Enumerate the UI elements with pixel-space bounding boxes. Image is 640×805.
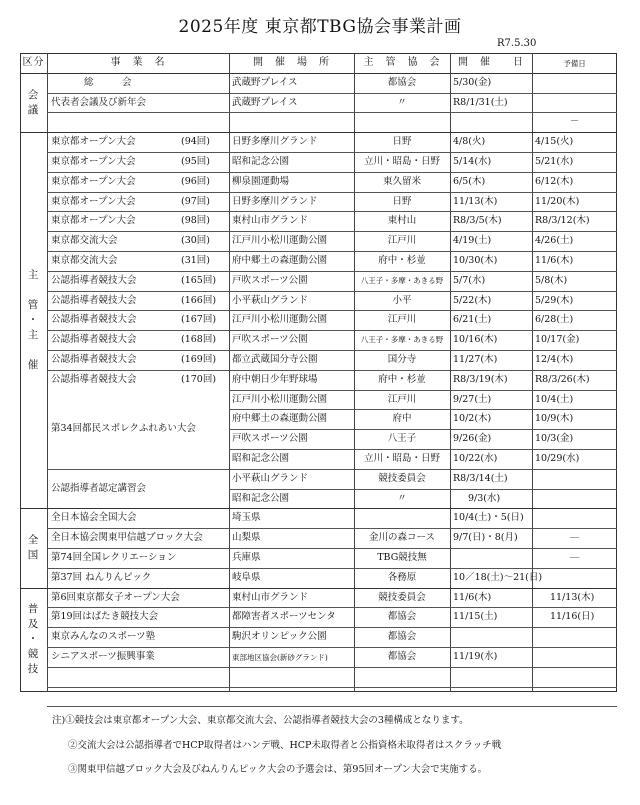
row-divider bbox=[47, 251, 617, 252]
host-org: 都協会 bbox=[387, 631, 417, 643]
event-name: 東京都オープン大会 bbox=[51, 215, 136, 227]
event-date: 11/13(木) bbox=[453, 195, 498, 207]
section-label: 主 管 ・ 主 催 bbox=[27, 268, 39, 371]
host-org: 府中 bbox=[392, 413, 412, 425]
venue: 昭和記念公園 bbox=[232, 156, 290, 167]
row-divider bbox=[20, 73, 617, 74]
event-count: (170回) bbox=[181, 373, 217, 385]
host-org: 八王子 bbox=[387, 433, 417, 445]
event-count: (94回) bbox=[181, 136, 211, 148]
row-divider bbox=[47, 568, 617, 569]
event-count: (167回) bbox=[181, 314, 217, 326]
host-org: 小平 bbox=[392, 294, 412, 306]
row-divider bbox=[47, 291, 617, 292]
row-divider bbox=[229, 409, 617, 410]
event-name: 東京都オープン大会 bbox=[51, 195, 136, 207]
row-divider bbox=[47, 647, 617, 648]
event-name: 公認指導者競技大会 bbox=[51, 294, 137, 306]
event-count: (95回) bbox=[181, 156, 211, 167]
row-divider bbox=[47, 271, 617, 272]
row-divider bbox=[47, 627, 617, 628]
event-date: R8/3/5(木) bbox=[453, 215, 502, 227]
host-org: 金川の森コース bbox=[368, 532, 436, 544]
venue: 都立武蔵国分寺公園 bbox=[232, 354, 318, 365]
host-org: 日野 bbox=[392, 136, 412, 148]
row-divider bbox=[229, 429, 617, 430]
row-divider bbox=[229, 449, 617, 450]
event-date: 6/21(土) bbox=[453, 314, 492, 326]
event-name: 第37回 ねんりんピック bbox=[51, 571, 152, 583]
reserve-date: 10/4(土) bbox=[535, 393, 574, 405]
fureai-event: 第34回都民スポレクふれあい大会 bbox=[51, 423, 196, 435]
host-org: 日野 bbox=[392, 195, 412, 207]
footnote: 注)①競技会は東京都オープン大会、東京都交流大会、公認指導者競技大会の3種構成となります。 bbox=[52, 715, 469, 726]
event-name: 第6回東京都女子オープン大会 bbox=[51, 591, 180, 603]
row-divider bbox=[47, 330, 617, 331]
reserve-date: 5/8(木) bbox=[535, 274, 568, 286]
header-event: 事 業 名 bbox=[110, 57, 166, 68]
venue: 柳泉園運動場 bbox=[232, 175, 290, 187]
row-divider bbox=[47, 310, 617, 311]
column-divider bbox=[229, 53, 230, 692]
row-divider bbox=[47, 667, 617, 668]
row-divider bbox=[229, 489, 617, 490]
host-org: 国分寺 bbox=[387, 354, 417, 365]
host-org: 立川・昭島・日野 bbox=[363, 156, 440, 167]
reserve-date: 11/6(木) bbox=[535, 255, 574, 266]
event-date: 11/27(木) bbox=[453, 354, 498, 365]
venue: 山梨県 bbox=[232, 532, 261, 544]
event-date: 4/8(火) bbox=[453, 136, 486, 148]
venue: 府中郷土の森運動公園 bbox=[232, 413, 328, 425]
event-date: 9/7(日)・8(月) bbox=[453, 532, 518, 544]
reserve-date: 10/17(金) bbox=[535, 334, 580, 346]
venue: 武蔵野プレイス bbox=[232, 76, 298, 88]
event-date: R8/3/14(土) bbox=[453, 472, 508, 484]
event-date: 5/14(水) bbox=[453, 156, 492, 167]
venue: 駒沢オリンピック公園 bbox=[232, 631, 327, 643]
event-date: 4/19(土) bbox=[453, 235, 492, 247]
reserve-date: 6/28(土) bbox=[535, 314, 574, 326]
reserve-date: R8/3/12(木) bbox=[535, 215, 590, 227]
event-date: 10/30(木) bbox=[453, 255, 498, 266]
reserve-date: ＿ bbox=[569, 549, 580, 560]
venue: 小平萩山グランド bbox=[232, 294, 309, 306]
venue: 戸吹スポーツ公園 bbox=[232, 433, 308, 445]
venue: 東村山市グランド bbox=[232, 215, 309, 227]
venue: 府中郷土の森運動公園 bbox=[232, 255, 328, 266]
venue: 戸吹スポーツ公園 bbox=[232, 334, 308, 346]
event-date: 11/6(木) bbox=[453, 591, 492, 603]
row-divider bbox=[47, 211, 617, 212]
column-divider bbox=[532, 53, 533, 692]
footnote: ③関東甲信越ブロック大会及びねんりんピック大会の予選会は、第95回オープン大会で実施する。 bbox=[68, 764, 488, 775]
event-count: (169回) bbox=[181, 354, 217, 365]
venue: 東部地区協会(新砂グランド) bbox=[232, 653, 328, 662]
header-venue: 開 催 場 所 bbox=[253, 57, 330, 68]
host-org: 立川・昭島・日野 bbox=[363, 453, 440, 464]
host-org: 府中・杉並 bbox=[378, 255, 426, 266]
host-org: 東久留米 bbox=[382, 175, 421, 187]
row-divider bbox=[47, 93, 617, 94]
koshukai-event: 公認指導者認定講習会 bbox=[51, 482, 147, 494]
event-name: 全日本協会全国大会 bbox=[51, 512, 137, 524]
event-name: 総 会 bbox=[84, 76, 132, 88]
row-divider bbox=[47, 112, 617, 113]
page-title: 2025年度 東京都TBG協会事業計画 bbox=[178, 17, 462, 37]
row-divider bbox=[47, 706, 617, 707]
event-date: 10／18(土)～21(日) bbox=[453, 571, 543, 583]
event-date: 5/22(木) bbox=[453, 294, 492, 306]
row-divider bbox=[47, 350, 617, 351]
reserve-date: 11/20(木) bbox=[535, 195, 580, 207]
event-name: 全日本協会関東甲信越ブロック大会 bbox=[51, 532, 203, 544]
reserve-date: 11/16(日) bbox=[550, 611, 595, 623]
reserve-date: 10/29(水) bbox=[535, 453, 580, 464]
event-count: (166回) bbox=[181, 294, 217, 306]
event-name: 第74回全国レクリエーション bbox=[51, 552, 177, 563]
row-divider bbox=[47, 607, 617, 608]
venue: 埼玉県 bbox=[232, 512, 261, 524]
event-date: 9/26(金) bbox=[453, 433, 492, 445]
document-date: R7.5.30 bbox=[497, 38, 537, 49]
event-name: 代表者会議及び新年会 bbox=[51, 96, 147, 108]
row-divider bbox=[47, 548, 617, 549]
reserve-date: 4/15(火) bbox=[535, 136, 574, 148]
venue: 戸吹スポーツ公園 bbox=[232, 274, 308, 286]
host-org: 江戸川 bbox=[387, 314, 417, 326]
row-divider bbox=[47, 192, 617, 193]
event-name: 公認指導者競技大会 bbox=[51, 314, 137, 326]
event-name: 東京都オープン大会 bbox=[51, 136, 136, 148]
venue: 江戸川小松川運動公園 bbox=[232, 235, 328, 247]
host-org: 府中・杉並 bbox=[378, 373, 426, 385]
header-date: 開 催 日 bbox=[458, 57, 524, 68]
host-org: 都協会 bbox=[387, 651, 417, 662]
host-org: 各務原 bbox=[387, 571, 417, 583]
host-org: 八王子・多摩・あきる野 bbox=[360, 275, 444, 285]
host-org: 都協会 bbox=[387, 76, 417, 88]
row-divider bbox=[47, 469, 617, 470]
column-divider bbox=[47, 53, 48, 692]
reserve-date: 12/4(木) bbox=[535, 354, 574, 365]
event-date: 5/7(水) bbox=[453, 274, 486, 286]
event-date: 10/16(木) bbox=[453, 334, 498, 346]
host-org: 競技委員会 bbox=[378, 591, 426, 603]
reserve-date: 10/9(木) bbox=[535, 413, 574, 425]
venue: 武蔵野プレイス bbox=[232, 96, 298, 108]
row-divider bbox=[47, 172, 617, 173]
event-name: 東京都オープン大会 bbox=[51, 175, 136, 187]
row-divider bbox=[47, 528, 617, 529]
venue: 兵庫県 bbox=[232, 552, 261, 563]
reserve-date: ＿ bbox=[569, 529, 580, 541]
event-name: 公認指導者競技大会 bbox=[51, 334, 137, 346]
section-label: 普 及 ・ 競 技 bbox=[27, 603, 39, 676]
event-name: 公認指導者競技大会 bbox=[51, 274, 137, 286]
event-date: 11/15(土) bbox=[453, 611, 498, 623]
event-count: (98回) bbox=[181, 215, 211, 227]
header-reserve: 予備日 bbox=[563, 59, 586, 68]
row-divider bbox=[20, 508, 617, 509]
event-date: 6/5(木) bbox=[453, 175, 486, 187]
event-name: シニアスポーツ振興事業 bbox=[51, 651, 155, 662]
event-count: (30回) bbox=[181, 235, 211, 247]
venue: 都障害者スポーツセンタ bbox=[232, 611, 336, 623]
event-date: 9/27(土) bbox=[453, 393, 492, 405]
row-divider bbox=[229, 390, 617, 391]
host-org: 八王子・多摩・あきる野 bbox=[360, 335, 444, 345]
row-divider bbox=[47, 231, 617, 232]
reserve-date: 4/26(土) bbox=[535, 235, 574, 247]
host-org: 江戸川 bbox=[387, 235, 417, 247]
reserve-date: － bbox=[569, 116, 580, 128]
venue: 江戸川小松川運動公園 bbox=[232, 314, 328, 326]
host-org: TBG競技無 bbox=[377, 552, 427, 563]
row-divider bbox=[47, 687, 617, 688]
host-org: 競技委員会 bbox=[378, 472, 426, 484]
row-divider bbox=[47, 152, 617, 153]
event-date: 11/19(水) bbox=[453, 651, 498, 662]
row-divider bbox=[20, 588, 617, 589]
event-date: 10/22(水) bbox=[453, 453, 498, 464]
event-date: 10/2(木) bbox=[453, 413, 492, 425]
venue: 昭和記念公園 bbox=[232, 492, 290, 504]
event-name: 第19回はばたき競技大会 bbox=[51, 611, 159, 623]
header-org: 主 管 協 会 bbox=[363, 57, 441, 68]
event-date: 10/4(土)・5(日) bbox=[453, 512, 524, 524]
reserve-date: 11/13(木) bbox=[550, 591, 595, 603]
reserve-date: 5/29(木) bbox=[535, 294, 574, 306]
event-date: 9/3(水) bbox=[468, 492, 501, 504]
section-label: 全 国 bbox=[27, 534, 39, 561]
host-org: 〃 bbox=[397, 96, 407, 108]
reserve-date: R8/3/26(木) bbox=[535, 373, 590, 385]
section-label: 会 議 bbox=[27, 88, 39, 116]
event-count: (31回) bbox=[181, 255, 211, 266]
event-name: 東京都交流大会 bbox=[51, 255, 118, 266]
row-divider bbox=[20, 132, 617, 133]
event-name: 公認指導者競技大会 bbox=[51, 354, 137, 365]
venue: 江戸川小松川運動公園 bbox=[232, 393, 328, 405]
venue: 岐阜県 bbox=[232, 571, 261, 583]
venue: 日野多摩川グランド bbox=[232, 136, 318, 148]
host-org: 江戸川 bbox=[387, 393, 417, 405]
event-name: 東京都オープン大会 bbox=[51, 156, 136, 167]
event-date: R8/3/19(木) bbox=[453, 373, 508, 385]
event-count: (165回) bbox=[181, 274, 217, 286]
venue: 府中朝日少年野球場 bbox=[232, 373, 318, 385]
host-org: 〃 bbox=[397, 492, 407, 504]
event-name: 公認指導者競技大会 bbox=[51, 373, 137, 385]
venue: 昭和記念公園 bbox=[232, 453, 290, 464]
event-count: (168回) bbox=[181, 334, 217, 346]
footnote: ②交流大会は公認指導者でHCP取得者はハンデ戦、HCP未取得者と公指資格未取得者はスクラッチ戦 bbox=[68, 740, 502, 751]
event-count: (96回) bbox=[181, 175, 211, 187]
event-count: (97回) bbox=[181, 195, 211, 207]
event-name: 東京都交流大会 bbox=[51, 235, 118, 247]
header-division: 区分 bbox=[22, 57, 45, 68]
reserve-date: 10/3(金) bbox=[535, 433, 574, 445]
host-org: 東村山 bbox=[387, 215, 417, 227]
reserve-date: 6/12(木) bbox=[535, 175, 574, 187]
event-name: 東京みんなのスポーツ塾 bbox=[51, 631, 156, 643]
venue: 日野多摩川グランド bbox=[232, 195, 318, 207]
column-divider bbox=[450, 53, 451, 692]
event-date: 5/30(金) bbox=[453, 76, 492, 88]
event-date: R8/1/31(土) bbox=[453, 96, 508, 108]
reserve-date: 5/21(水) bbox=[535, 156, 574, 167]
venue: 東村山市グランド bbox=[232, 591, 309, 603]
venue: 小平萩山グランド bbox=[232, 472, 309, 484]
host-org: 都協会 bbox=[387, 611, 417, 623]
row-divider bbox=[47, 370, 617, 371]
